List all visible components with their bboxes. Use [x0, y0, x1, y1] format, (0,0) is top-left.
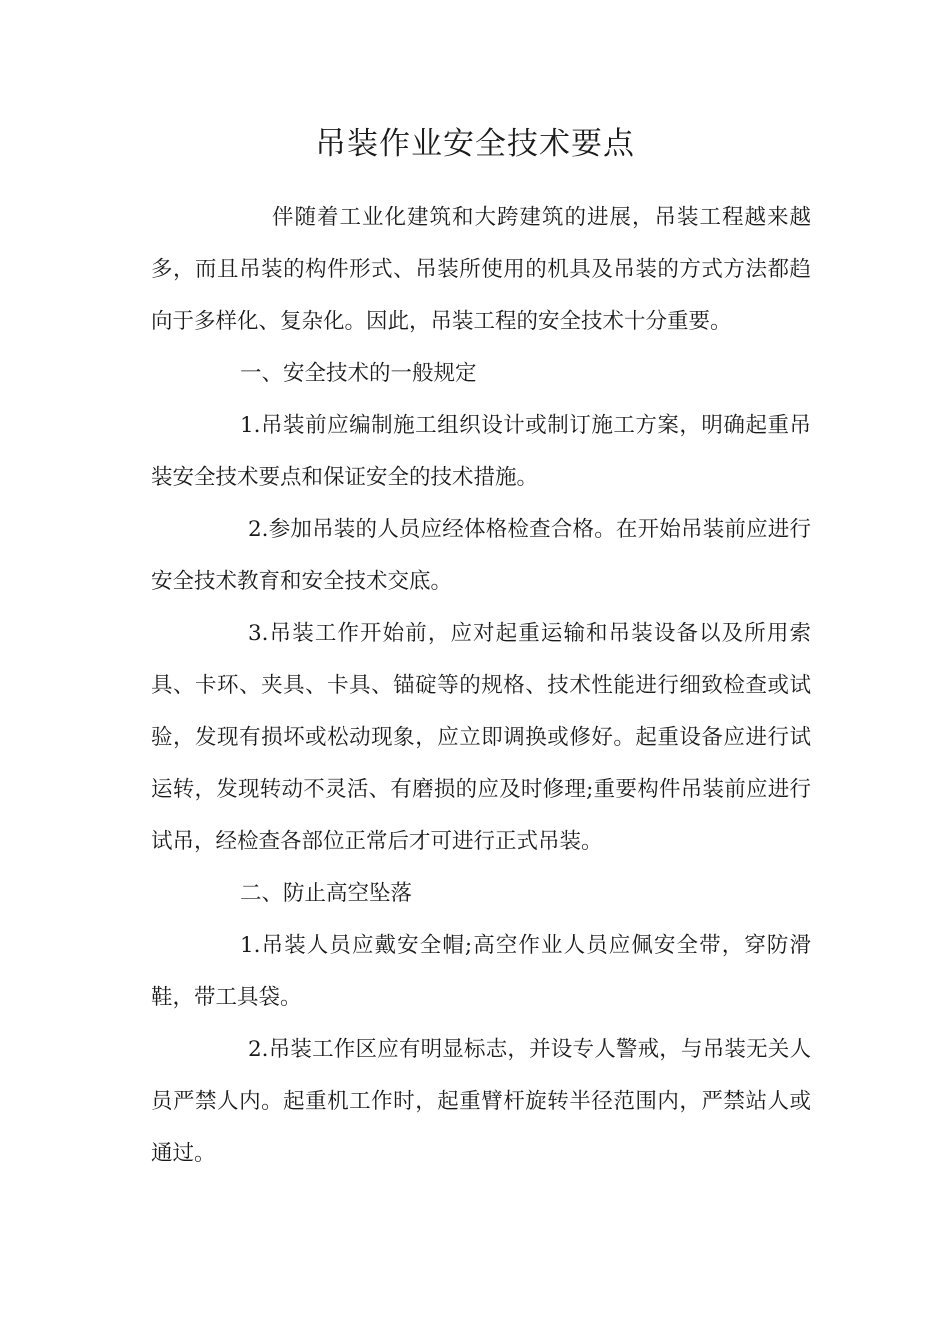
paragraph-fall-2: 2.吊装工作区应有明显标志，并设专人警戒，与吊装无关人员严禁人内。起重机工作时，起重臂杆旋转半径范围内，严禁站人或通过。 [151, 1037, 811, 1166]
section-heading-fall-prevention: 二、防止高空坠落 [240, 881, 413, 906]
paragraph-fall-1: 1.吊装人员应戴安全帽;高空作业人员应佩安全带，穿防滑鞋，带工具袋。 [151, 933, 811, 1010]
paragraph-rule-1: 1.吊装前应编制施工组织设计或制订施工方案，明确起重吊装安全技术要点和保证安全的技术措施。 [151, 413, 811, 490]
paragraph-rule-3: 3.吊装工作开始前，应对起重运输和吊装设备以及所用索具、卡环、夹具、卡具、锚碇等的规格、技术性能进行细致检查或试验，发现有损坏或松动现象，应立即调换或修好。起重设备应进行试运转，发现转动不灵活、有磨损的应及时修理;重要构件吊装前应进行试吊，经检查各部位正常后才可进行正式吊装。 [151, 621, 811, 854]
section-heading-general-rules: 一、安全技术的一般规定 [240, 361, 477, 386]
document-title: 吊装作业安全技术要点 [315, 126, 635, 162]
intro-paragraph: 伴随着工业化建筑和大跨建筑的进展，吊装工程越来越多，而且吊装的构件形式、吊装所使用的机具及吊装的方式方法都趋向于多样化、复杂化。因此，吊装工程的安全技术十分重要。 [151, 205, 811, 334]
document-body [151, 192, 811, 1180]
paragraph-rule-2: 2.参加吊装的人员应经体格检查合格。在开始吊装前应进行安全技术教育和安全技术交底。 [151, 517, 811, 594]
